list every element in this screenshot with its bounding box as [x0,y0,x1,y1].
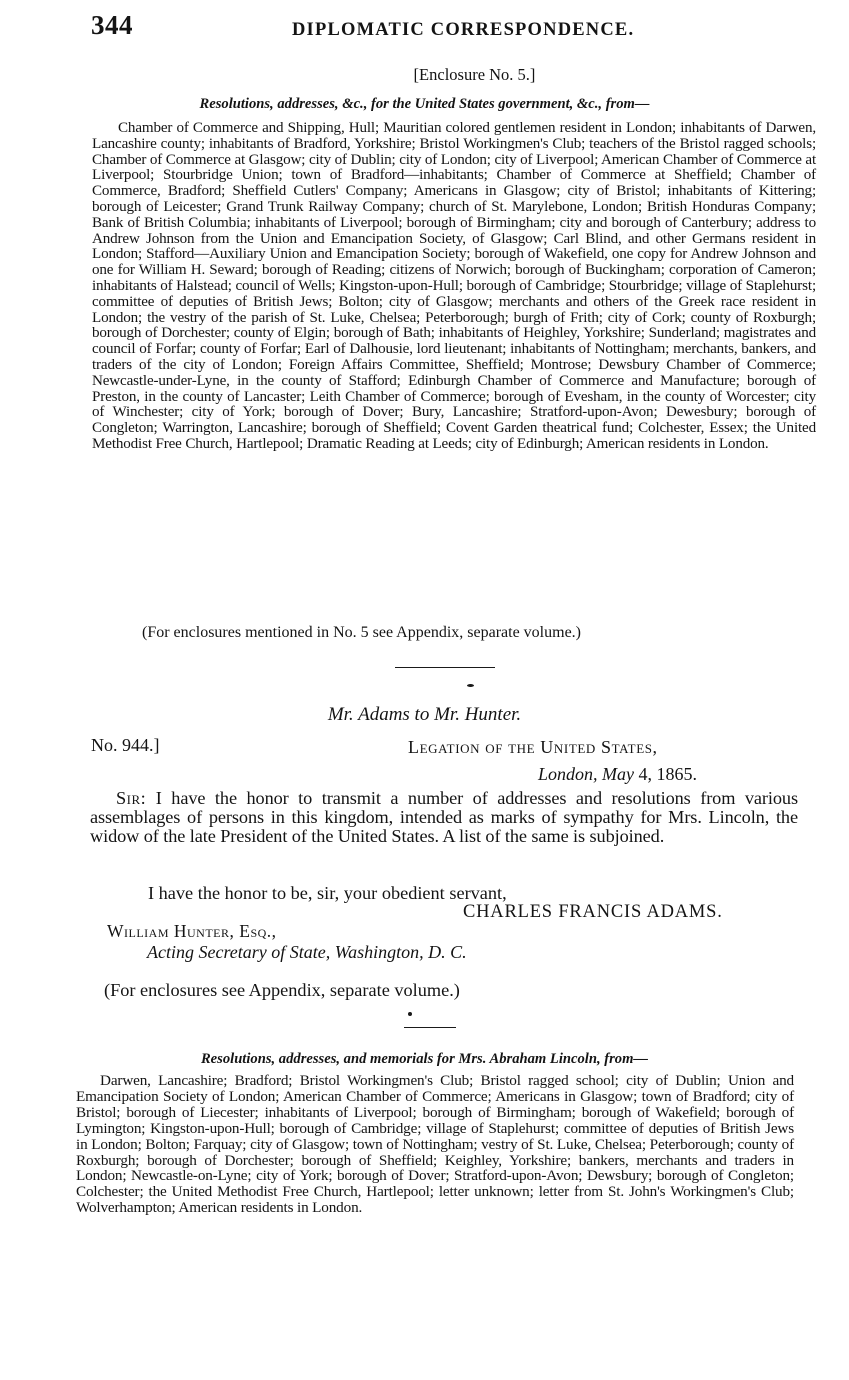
letter-body [90,789,798,846]
section-divider [404,1027,456,1028]
memorials-list-paragraph: Darwen, Lancashire; Bradford; Bristol Workingmen's Club; Bristol ragged school; city of Dublin; Union and Emancipation Society of London; American Chamber of Commerce; Americans in Glasgow; town of Bradford; city of Bristol; borough of Liecester; inhabitants of Liverpool; borough of Birmingham; borough of Wakefield; borough of Lymington; Kingston-upon-Hull; borough of Cambridge; village of Staplehurst; committee of deputies of British Jews in London; Bolton; Farquay; city of Glasgow; town of Nottingham; vestry of St. Luke, Chelsea; Peterborough; county of Roxburgh; borough of Dorchester; borough of Sheffield; Keighley, Yorkshire; bankers, merchants and traders in London; Newcastle-on-Lyne; city of York; borough of Dover; Stratford-upon-Avon; Dewsbury; borough of Congleton; Colchester; the United Methodist Free Church, Hartlepool; letter unknown; letter from St. John's Workingmen's Club; Wolverhampton; American residents in London. [76,1072,794,1217]
letter-title: Mr. Adams to Mr. Hunter. [327,704,522,725]
letter-signature: CHARLES FRANCIS ADAMS. [463,902,723,922]
section-divider [395,667,495,668]
letter-body-text: I have the honor to transmit a number of addresses and resolutions from various assemblages of persons in this kingdom, intended as marks of sympathy for Mrs. Lincoln, the widow of the late President of the United States. A list of the same is subjoined. [90,788,798,846]
letter-note: (For enclosures see Appendix, separate volume.) [104,980,460,1000]
enclosure-list-paragraph: Chamber of Commerce and Shipping, Hull; Mauritian colored gentlemen resident in London; inhabitants of Darwen, Lancashire county; inhabitants of Bradford, Yorkshire; Bristol Workingmen's Club; teachers of the Bristol ragged schools; Chamber of Commerce at Glasgow; city of Dublin; city of London; city of Liverpool; American Chamber of Commerce at Liverpool; Stourbridge Union; town of Bradford—inhabitants; Chamber of Commerce at Sheffield; Chamber of Commerce, Bradford; Sheffield Cutlers' Company; Americans in Glasgow; city of Bristol; inhabitants of Kittering; borough of Leicester; Grand Trunk Railway Company; church of St. Marylebone, London; British Honduras Company; Bank of British Columbia; inhabitants of Liverpool; borough of Birmingham; city and borough of Canterbury; address to Andrew Johnson from the Union and Emancipation Society, of Glasgow; Carl Blind, and other Germans resident in London; Stafford—Auxiliary Union and Emancipation Society; borough of Wakefield, one copy for Andrew Johnson and one for William H. Seward; borough of Reading; citizens of Norwich; borough of Buckingham; corporation of Cameron; inhabitants of Halstead; council of Wells; Kingston-upon-Hull; borough of Cambridge; Stourbridge; village of Staplehurst; committee of deputies of British Jews; Bolton; city of Glasgow; merchants and others of the Greek race resident in London; the vestry of the parish of St. Luke, Chelsea; Peterborough; burgh of Frith; city of Cork; county of Roxburgh; borough of Dorchester; county of Elgin; borough of Bath; inhabitants of Heighley, Yorkshire; Sunderland; magistrates and council of Forfar; county of Forfar; Earl of Dalhousie, lord lieutenant; inhabitants of Nottingham; merchants, bankers, and traders of the city of London; Foreign Affairs Committee, Sheffield; Montrose; Dewsbury Chamber of Commerce; Newcastle-under-Lyne, in the county of Stafford; Edinburgh Chamber of Commerce and Manufacture; borough of Preston, in the county of Lancaster; Leith Chamber of Commerce; borough of Evesham, in the county of Worcester; city of Winchester; city of York; borough of Dover; Bury, Lancashire; Stratford-upon-Avon; Dewesbury; borough of Congleton; Warrington, Lancashire; borough of Sheffield; Covent Garden theatrical fund; Colchester, Essex; the United Methodist Free Church, Hartlepool; Dramatic Reading at Leeds; city of Edinburgh; American residents in London. [92,120,816,452]
enclosure-note: (For enclosures mentioned in No. 5 see Appendix, separate volume.) [142,624,581,641]
date-place: London, May [538,764,634,784]
enclosure-caption: Resolutions, addresses, &c., for the United States government, &c., from— [199,96,650,112]
page-number: 344 [91,10,133,40]
letter-dateline [538,764,697,785]
enclosure-label: [Enclosure No. 5.] [413,65,536,84]
page-header [0,10,849,44]
ink-mark [408,1012,412,1016]
letter-number: No. 944.] [91,735,160,755]
letter-closing: I have the honor to be, sir, your obedient servant, [148,883,507,903]
salutation: Sir: [116,788,147,808]
memorials-caption: Resolutions, addresses, and memorials for Mrs. Abraham Lincoln, from— [200,1051,649,1067]
ink-mark [467,684,474,687]
addressee-name: William Hunter, Esq., [107,921,277,941]
addressee-title: Acting Secretary of State, Washington, D. C. [147,942,467,962]
date-year: 4, 1865. [638,764,697,784]
running-head: DIPLOMATIC CORRESPONDENCE. [292,20,635,40]
legation-heading: Legation of the United States, [408,737,658,757]
